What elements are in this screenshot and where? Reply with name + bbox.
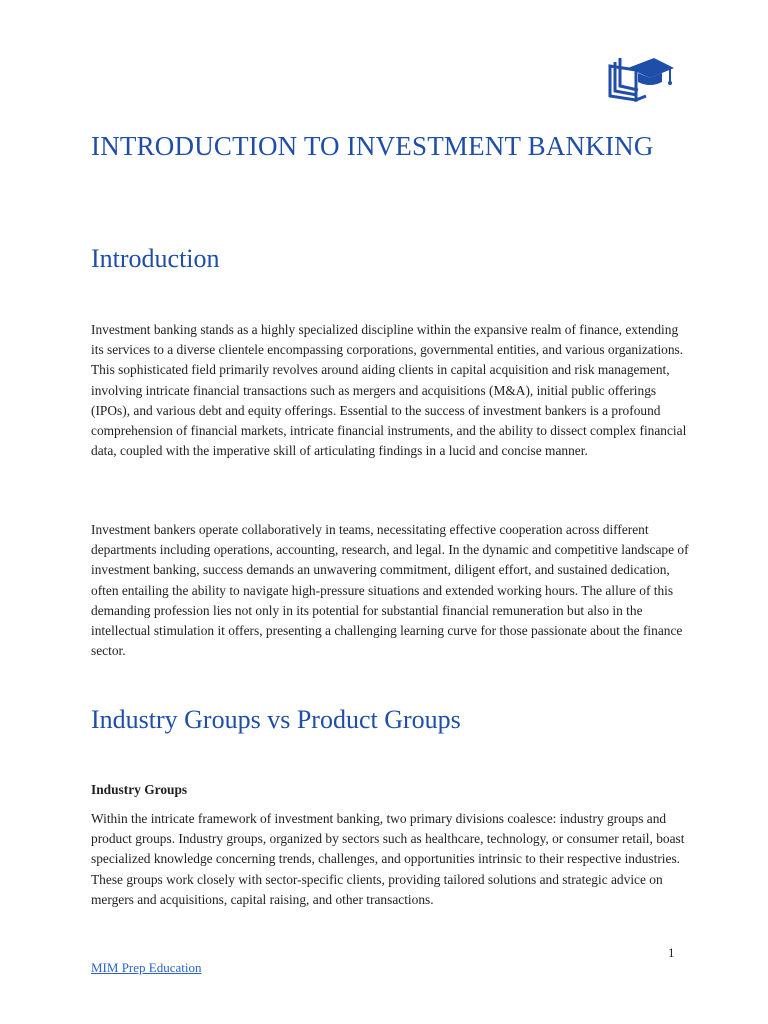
subsection-heading-industry-groups: Industry Groups	[91, 782, 188, 797]
intro-paragraph-2: Investment bankers operate collaboratively in teams, necessitating effective cooperation across different departments including operations, accounting, research, and legal. In the dynamic and competitive landscape of investment banking, success demands an unwavering commitment, diligent effort, and sustained dedication, often entailing the ability to navigate high-pressure situations and extended working hours. The allure of this demanding profession lies not only in its potential for substantial financial remuneration but also in the intellectual stimulation it offers, presenting a challenging learning curve for those passionate about the finance sector.	[91, 522, 689, 659]
document-title: INTRODUCTION TO INVESTMENT BANKING	[91, 131, 654, 161]
page-number: 1	[668, 945, 675, 960]
section-heading-industry-vs-product: Industry Groups vs Product Groups	[91, 705, 461, 734]
footer-link[interactable]: MIM Prep Education	[91, 960, 202, 975]
intro-paragraph-1: Investment banking stands as a highly specialized discipline within the expansive realm of finance, extending its services to a diverse clientele encompassing corporations, governmental entities, and various organizations. This sophisticated field primarily revolves around aiding clients in capital acquisition and risk management, involving intricate financial transactions such as mergers and acquisitions (M&A), initial public offerings (IPOs), and various debt and equity offerings. Essential to the success of investment bankers is a profound comprehension of financial markets, intricate financial instruments, and the ability to dissect complex financial data, coupled with the imperative skill of articulating findings in a lucid and concise manner.	[91, 322, 687, 459]
book-graduation-cap-icon	[606, 52, 676, 102]
industry-groups-paragraph: Within the intricate framework of investment banking, two primary divisions coalesce: industry groups and product groups. Industry groups, organized by sectors such as healthcare, technology, or consumer retail, boast specialized knowledge concerning trends, challenges, and opportunities intrinsic to their respective industries. These groups work closely with sector-specific clients, providing tailored solutions and strategic advice on mergers and acquisitions, capital raising, and other transactions.	[91, 811, 685, 907]
section-heading-introduction: Introduction	[91, 244, 220, 273]
